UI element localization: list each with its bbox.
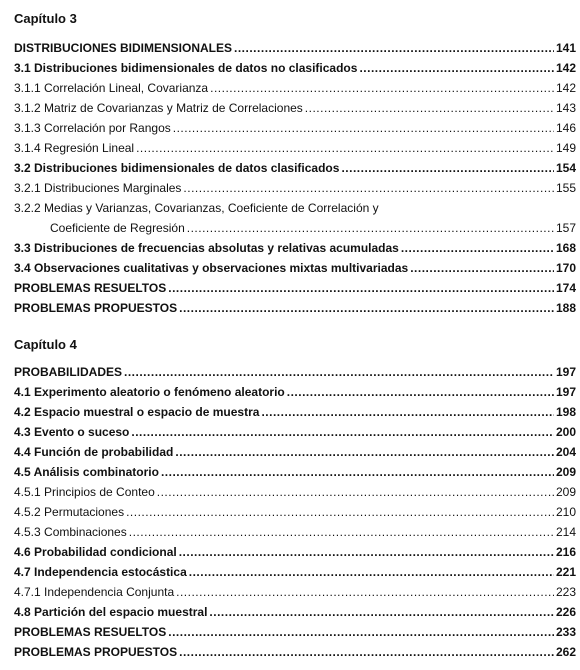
- toc-entry-page: 146: [555, 121, 576, 135]
- dot-leader: [341, 160, 554, 176]
- dot-leader: [234, 40, 554, 56]
- toc-entry-title: 3.2 Distribuciones bidimensionales de datos clasificados: [14, 161, 340, 175]
- toc-entry-title: 4.7 Independencia estocástica: [14, 565, 187, 579]
- dot-leader: [136, 140, 554, 156]
- dot-leader: [131, 424, 554, 440]
- dot-leader: [168, 280, 554, 296]
- dot-leader: [129, 524, 554, 540]
- toc-entry-title: 4.5.3 Combinaciones: [14, 525, 127, 539]
- toc-entry-page: 200: [555, 425, 576, 439]
- toc-entry-title: 4.3 Evento o suceso: [14, 425, 130, 439]
- toc-entry-title: PROBLEMAS RESUELTOS: [14, 625, 167, 639]
- toc-entry-page: 197: [555, 365, 576, 379]
- dot-leader: [410, 260, 554, 276]
- toc-entry-page: 168: [555, 241, 576, 255]
- toc-entry-page: 233: [555, 625, 576, 639]
- dot-leader: [175, 444, 554, 460]
- toc-entry[interactable]: [14, 424, 576, 444]
- toc-entry-title-continued: Coeficiente de Regresión: [50, 221, 185, 235]
- toc-entry[interactable]: [14, 140, 576, 160]
- toc-entry-page: 223: [555, 585, 576, 599]
- toc-entry-page: 154: [555, 161, 576, 175]
- toc-entry[interactable]: [14, 484, 576, 504]
- dot-leader: [126, 504, 554, 520]
- toc-entry-page: 142: [555, 61, 576, 75]
- toc-entry[interactable]: [14, 404, 576, 424]
- toc-entry-page: 209: [555, 485, 576, 499]
- toc-entry-title: 4.5.1 Principios de Conteo: [14, 485, 155, 499]
- dot-leader: [173, 120, 554, 136]
- toc-entry[interactable]: [14, 160, 576, 180]
- toc-entry-page: 157: [555, 221, 576, 235]
- toc-entry[interactable]: [14, 624, 576, 644]
- toc-entry[interactable]: [14, 240, 576, 260]
- toc-entry-title: 4.4 Función de probabilidad: [14, 445, 174, 459]
- toc-entry[interactable]: [14, 544, 576, 564]
- dot-leader: [209, 604, 554, 620]
- toc-entry-title: PROBLEMAS PROPUESTOS: [14, 645, 178, 659]
- toc-entry-title: 4.2 Espacio muestral o espacio de muestra: [14, 405, 260, 419]
- toc-entry-title: PROBLEMAS PROPUESTOS: [14, 301, 178, 315]
- toc-entry-title: 4.5.2 Permutaciones: [14, 505, 125, 519]
- dot-leader: [176, 584, 554, 600]
- toc-entry-title: PROBABILIDADES: [14, 365, 123, 379]
- dot-leader: [359, 60, 554, 76]
- dot-leader: [210, 80, 554, 96]
- toc-entry[interactable]: [14, 180, 576, 200]
- toc-entry[interactable]: [14, 364, 576, 384]
- toc-entry-page: 226: [555, 605, 576, 619]
- dot-leader: [187, 220, 554, 236]
- toc-entry-title: 4.1 Experimento aleatorio o fenómeno aleatorio: [14, 385, 285, 399]
- toc-entry-page: 221: [555, 565, 576, 579]
- dot-leader: [305, 100, 554, 116]
- toc-entry[interactable]: [14, 220, 576, 240]
- toc-entry[interactable]: [14, 464, 576, 484]
- chapter-4-heading: Capítulo 4: [14, 337, 77, 352]
- toc-entry-page: 149: [555, 141, 576, 155]
- toc-entry-page: 262: [555, 645, 576, 659]
- toc-entry[interactable]: [14, 120, 576, 140]
- chapter-4-toc: [14, 364, 576, 664]
- toc-entry[interactable]: [14, 60, 576, 80]
- toc-entry-title: 3.1.1 Correlación Lineal, Covarianza: [14, 81, 209, 95]
- dot-leader: [287, 384, 554, 400]
- dot-leader: [179, 544, 554, 560]
- toc-entry-title: 3.4 Observaciones cualitativas y observaciones mixtas multivariadas: [14, 261, 409, 275]
- toc-entry-title: 4.5 Análisis combinatorio: [14, 465, 159, 479]
- toc-entry-page: 188: [555, 301, 576, 315]
- dot-leader: [124, 364, 554, 380]
- dot-leader: [157, 484, 554, 500]
- toc-entry-title: 3.1.2 Matriz de Covarianzas y Matriz de Correlaciones: [14, 101, 303, 115]
- dot-leader: [189, 564, 554, 580]
- toc-entry-page: 143: [555, 101, 576, 115]
- chapter-3-toc: [14, 40, 576, 320]
- toc-entry-page: 216: [555, 545, 576, 559]
- toc-entry-page: 214: [555, 525, 576, 539]
- toc-entry-page: 174: [555, 281, 576, 295]
- toc-entry-first-line[interactable]: [14, 200, 576, 220]
- dot-leader: [179, 644, 554, 660]
- toc-entry-title: 4.6 Probabilidad condicional: [14, 545, 177, 559]
- toc-entry-title: 4.8 Partición del espacio muestral: [14, 605, 208, 619]
- toc-entry-title: 3.2.1 Distribuciones Marginales: [14, 181, 182, 195]
- toc-entry-page: 142: [555, 81, 576, 95]
- toc-entry[interactable]: [14, 384, 576, 404]
- toc-entry[interactable]: [14, 40, 576, 60]
- toc-entry-page: 204: [555, 445, 576, 459]
- dot-leader: [401, 240, 554, 256]
- toc-entry[interactable]: [14, 644, 576, 664]
- toc-entry-page: 198: [555, 405, 576, 419]
- toc-entry[interactable]: [14, 604, 576, 624]
- toc-entry[interactable]: [14, 524, 576, 544]
- toc-entry-title: 4.7.1 Independencia Conjunta: [14, 585, 175, 599]
- toc-entry[interactable]: [14, 444, 576, 464]
- toc-entry-page: 210: [555, 505, 576, 519]
- toc-entry-title: PROBLEMAS RESUELTOS: [14, 281, 167, 295]
- chapter-3-heading: Capítulo 3: [14, 11, 77, 26]
- dot-leader: [168, 624, 554, 640]
- toc-entry[interactable]: [14, 300, 576, 320]
- toc-entry[interactable]: [14, 504, 576, 524]
- toc-entry-title: 3.3 Distribuciones de frecuencias absolutas y relativas acumuladas: [14, 241, 399, 255]
- toc-entry[interactable]: [14, 260, 576, 280]
- toc-entry-title: 3.1 Distribuciones bidimensionales de datos no clasificados: [14, 61, 358, 75]
- toc-entry[interactable]: [14, 100, 576, 120]
- toc-entry-page: 155: [555, 181, 576, 195]
- toc-entry-title: 3.1.3 Correlación por Rangos: [14, 121, 171, 135]
- toc-entry[interactable]: [14, 80, 576, 100]
- dot-leader: [179, 300, 554, 316]
- toc-entry[interactable]: [14, 280, 576, 300]
- toc-entry-title: 3.2.2 Medias y Varianzas, Covarianzas, Coeficiente de Correlación y: [14, 201, 379, 215]
- dot-leader: [161, 464, 554, 480]
- dot-leader: [183, 180, 554, 196]
- dot-leader: [261, 404, 554, 420]
- toc-entry-title: DISTRIBUCIONES BIDIMENSIONALES: [14, 41, 233, 55]
- toc-entry-page: 197: [555, 385, 576, 399]
- toc-entry[interactable]: [14, 564, 576, 584]
- toc-entry-page: 170: [555, 261, 576, 275]
- toc-entry-page: 141: [555, 41, 576, 55]
- toc-entry-page: 209: [555, 465, 576, 479]
- toc-entry-title: 3.1.4 Regresión Lineal: [14, 141, 135, 155]
- toc-entry[interactable]: [14, 584, 576, 604]
